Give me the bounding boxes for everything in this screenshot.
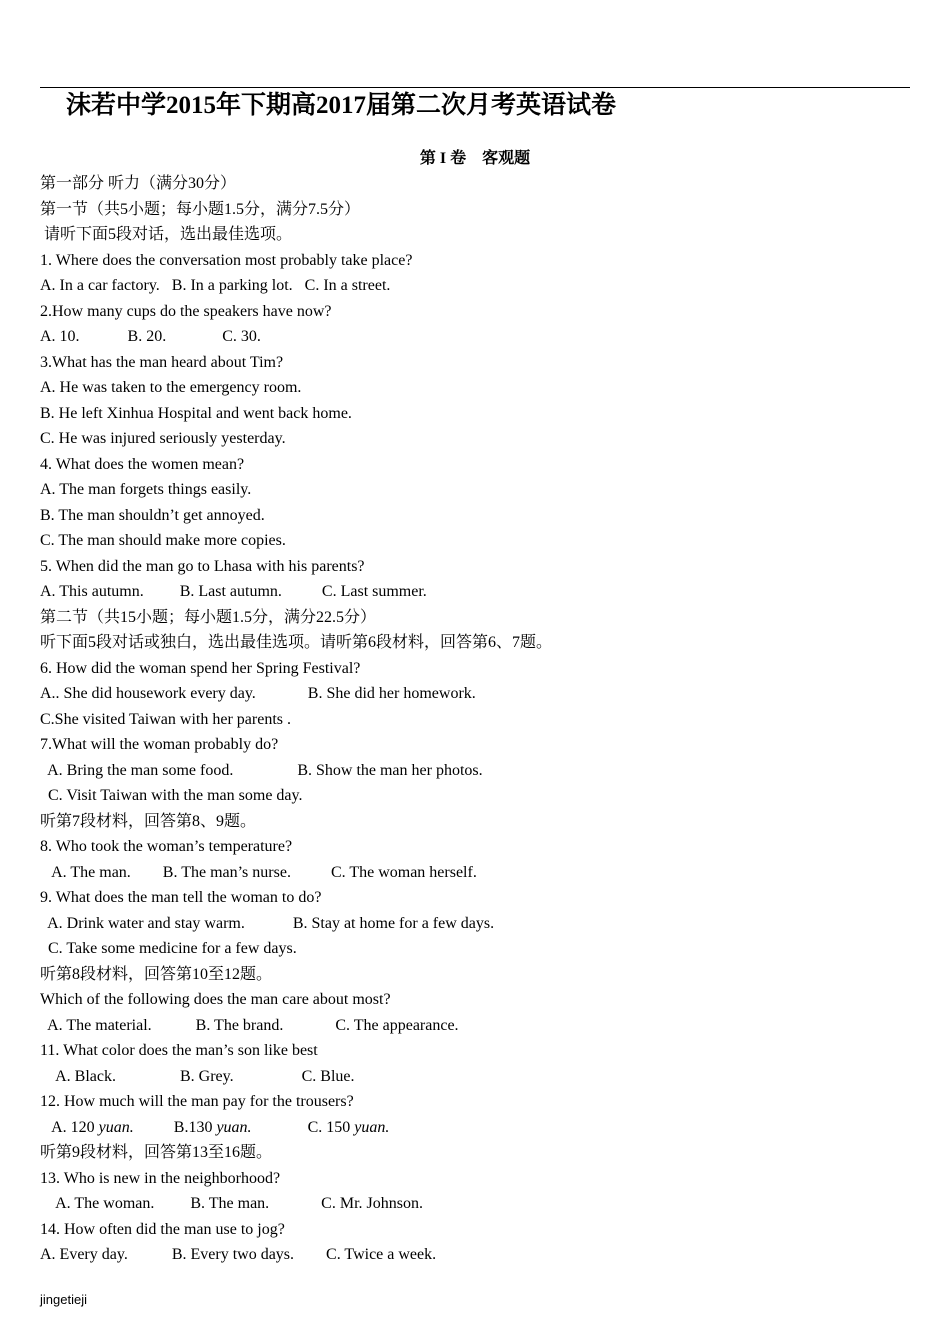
answer-options: A. This autumn. B. Last autumn. C. Last summer.: [40, 583, 427, 600]
option-unit: yuan.: [354, 1118, 390, 1136]
question: 14. How often did the man use to jog?: [40, 1220, 285, 1238]
question: 9. What does the man tell the woman to do?: [40, 889, 322, 906]
answer-options: [40, 1115, 910, 1141]
answer-option: C. Take some medicine for a few days.: [40, 940, 297, 957]
instruction: 听第9段材料，回答第13至16题。: [40, 1144, 273, 1161]
answer-options: A. Bring the man some food. B. Show the man her photos.: [40, 761, 483, 779]
answer-options: A. Drink water and stay warm. B. Stay at home for a few days.: [40, 914, 495, 932]
answer-options: A. Black. B. Grey. C. Blue.: [40, 1067, 355, 1085]
question: Which of the following does the man care about most?: [40, 991, 391, 1008]
answer-options: A. 10. B. 20. C. 30.: [40, 328, 261, 345]
question: 1. Where does the conversation most probably take place?: [40, 251, 413, 269]
option-text: B.130: [133, 1118, 217, 1136]
option-unit: yuan.: [98, 1118, 134, 1136]
answer-option: C. The man should make more copies.: [40, 532, 286, 549]
answer-options: A. The woman. B. The man. C. Mr. Johnson.: [40, 1195, 423, 1212]
answer-options: A. The man. B. The man’s nurse. C. The woman herself.: [40, 863, 477, 881]
question: 6. How did the woman spend her Spring Festival?: [40, 659, 361, 677]
question: 4. What does the women mean?: [40, 455, 245, 473]
answer-option: C. He was injured seriously yesterday.: [40, 430, 286, 447]
question: 5. When did the man go to Lhasa with his parents?: [40, 557, 365, 575]
instruction: 听第7段材料，回答第8、9题。: [40, 812, 257, 830]
instruction: 请听下面5段对话，选出最佳选项。: [40, 226, 293, 243]
exam-title: 沫若中学2015年下期高2017届第二次月考英语试卷: [66, 92, 617, 119]
answer-option: A. He was taken to the emergency room.: [40, 379, 302, 396]
answer-options: A. The material. B. The brand. C. The appearance.: [40, 1016, 459, 1034]
answer-option: B. He left Xinhua Hospital and went back home.: [40, 404, 352, 422]
answer-option: A. The man forgets things easily.: [40, 481, 252, 498]
option-text: A. 120: [40, 1118, 99, 1136]
answer-option: C. Visit Taiwan with the man some day.: [40, 787, 303, 804]
exam-body: [40, 171, 910, 1268]
answer-options: A. Every day. B. Every two days. C. Twice a week.: [40, 1246, 437, 1263]
instruction: 听第8段材料，回答第10至12题。: [40, 965, 273, 983]
question: 8. Who took the woman’s temperature?: [40, 838, 293, 855]
question: 7.What will the woman probably do?: [40, 736, 279, 753]
subsection-heading: 第二节（共15小题；每小题1.5分，满分22.5分）: [40, 608, 377, 626]
answer-options: A.. She did housework every day. B. She did her homework.: [40, 685, 476, 702]
option-unit: yuan.: [216, 1118, 252, 1136]
question: 13. Who is new in the neighborhood?: [40, 1169, 281, 1187]
answer-option: C.She visited Taiwan with her parents .: [40, 710, 291, 728]
answer-options: A. In a car factory. B. In a parking lot. C. In a street.: [40, 277, 391, 294]
section-heading: 第 I 卷 客观题: [419, 150, 531, 167]
question: 3.What has the man heard about Tim?: [40, 353, 284, 371]
answer-option: B. The man shouldn’t get annoyed.: [40, 506, 265, 524]
part-heading: 第一部分 听力（满分30分）: [40, 175, 237, 192]
footer-mark: jingetieji: [40, 1292, 87, 1307]
instruction: 听下面5段对话或独白，选出最佳选项。请听第6段材料，回答第6、7题。: [40, 634, 553, 651]
question: 12. How much will the man pay for the trousers?: [40, 1093, 354, 1110]
question: 2.How many cups do the speakers have now?: [40, 302, 332, 320]
option-text: C. 150: [251, 1118, 355, 1136]
subsection-heading: 第一节（共5小题；每小题1.5分，满分7.5分）: [40, 200, 361, 218]
question: 11. What color does the man’s son like best: [40, 1042, 318, 1059]
